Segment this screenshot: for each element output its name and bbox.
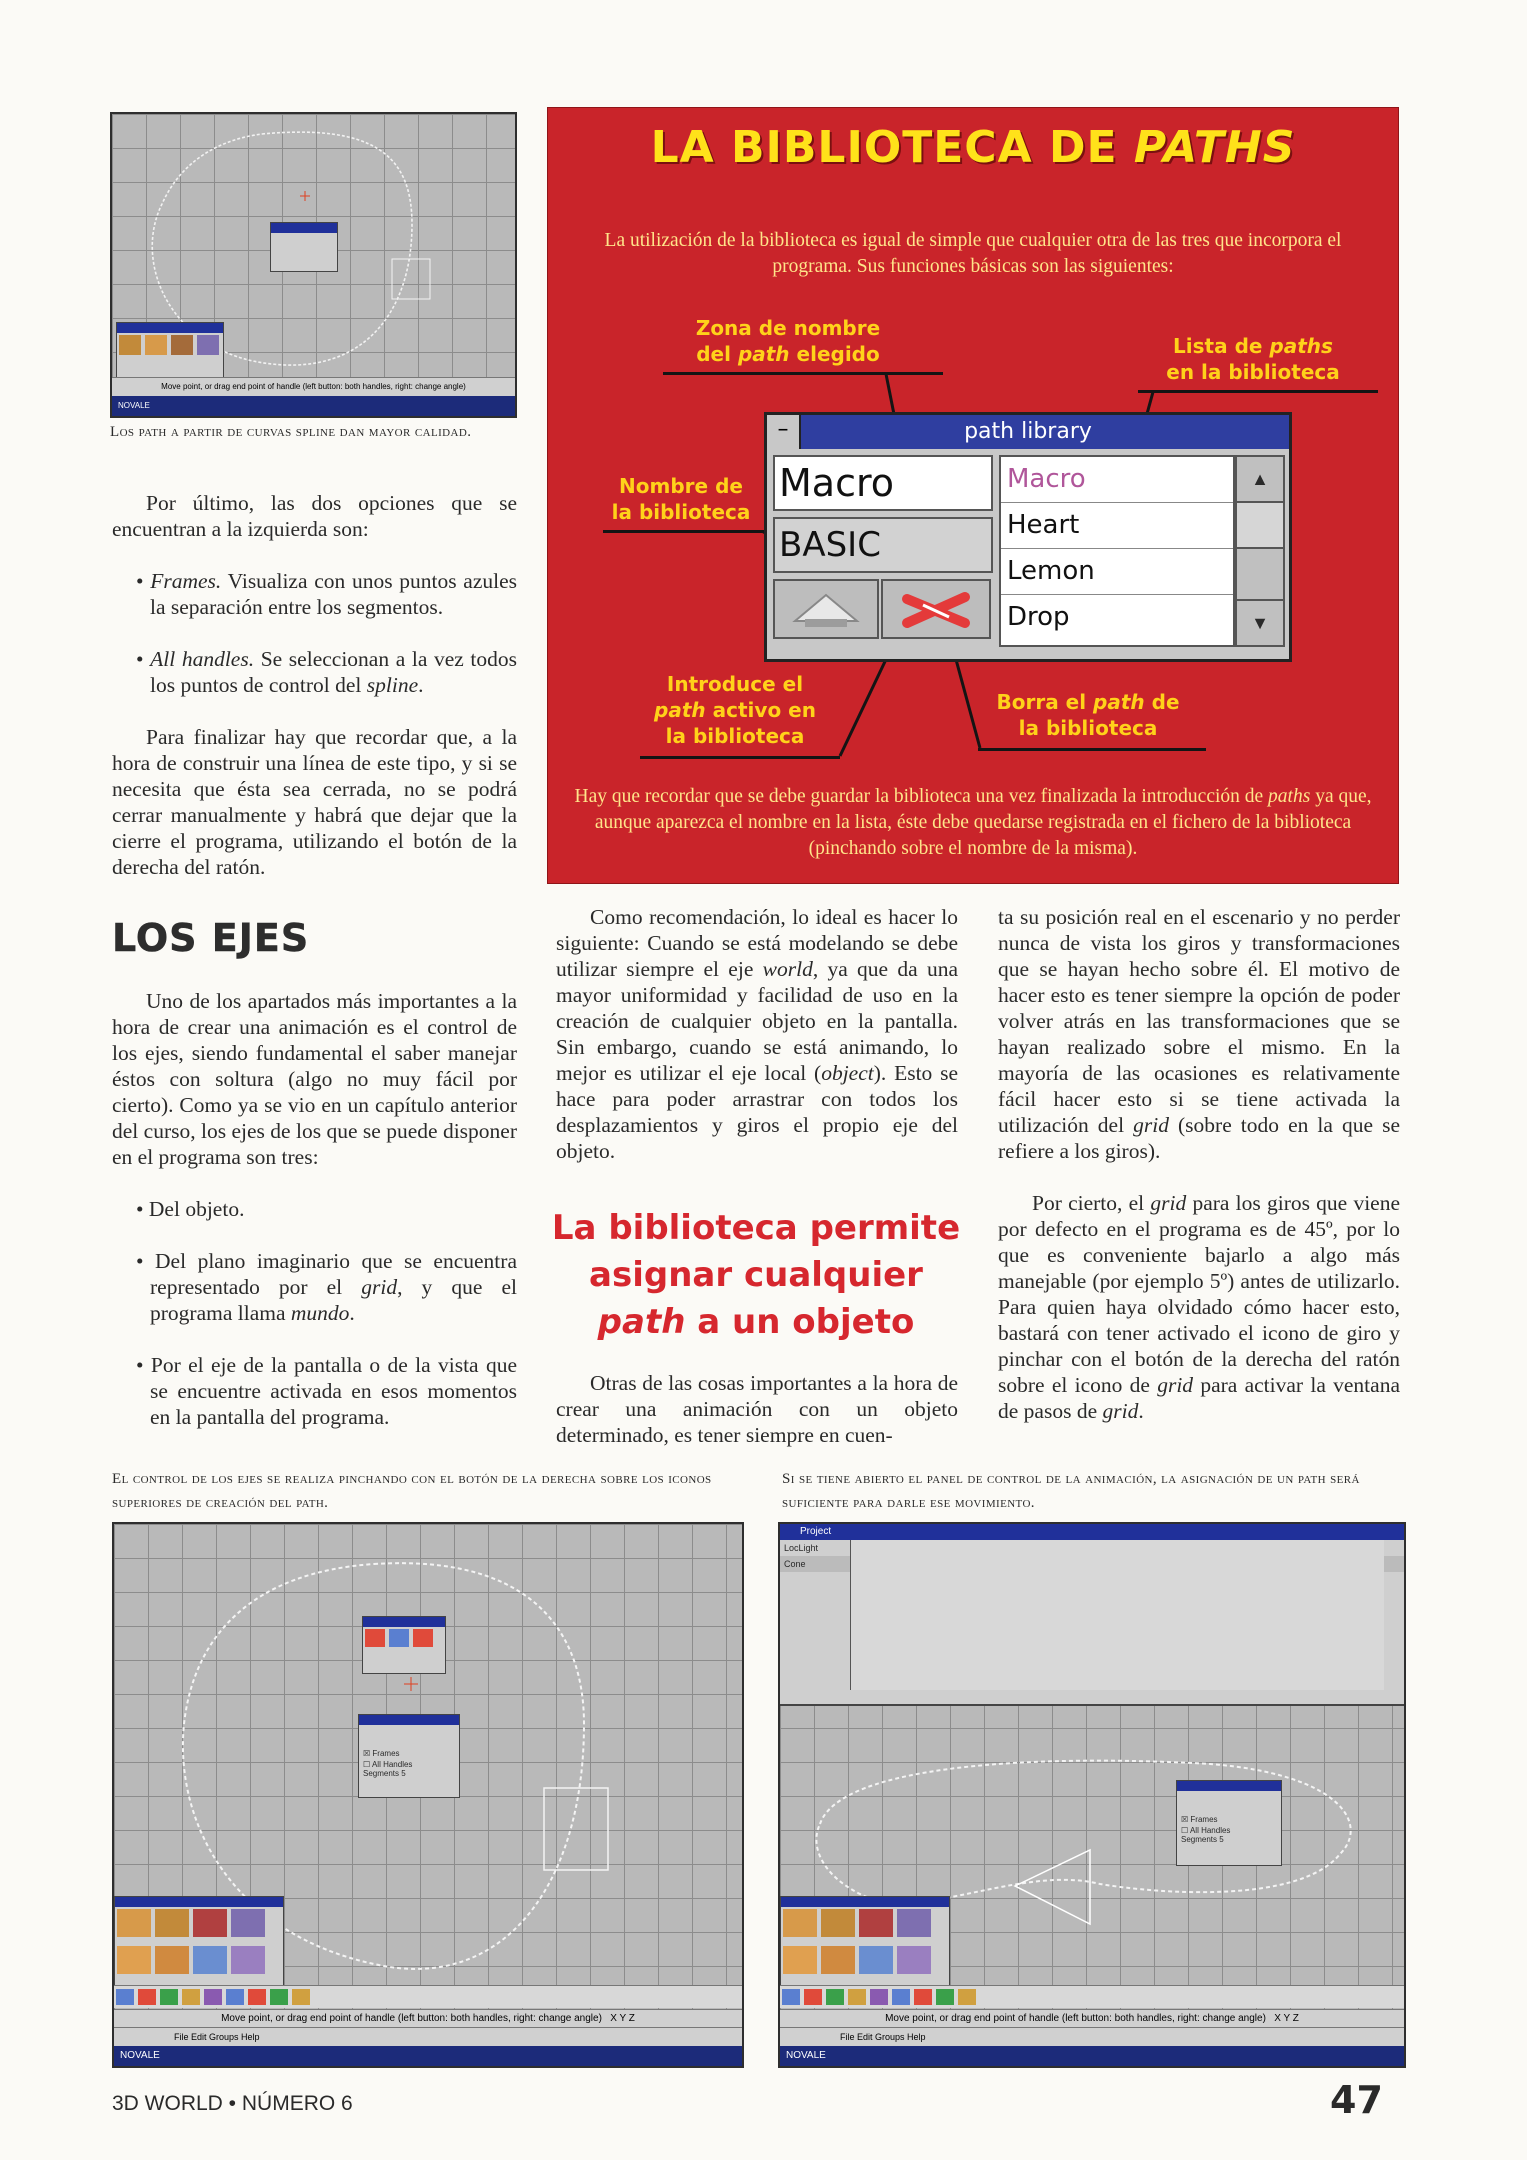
callout-introduce: Introduce el path activo en la biblioteca — [654, 672, 816, 748]
page-number: 47 — [1330, 2078, 1383, 2122]
status-bar: Move point, or drag end point of handle (left button: both handles, right: change angle) X Y Z — [780, 2009, 1404, 2028]
primitives-palette — [780, 1896, 950, 1998]
taskbar: NOVALE — [112, 396, 515, 416]
library-name-field[interactable]: BASIC — [773, 517, 993, 573]
left-paragraph-2: Para finalizar hay que recordar que, a la hora de construir una línea de este tipo, y si se necesita que ésta sea cerrada, no se podrá cerrar manualmente y habrá que dejar que la cierre el programa, utilizando el botón de la derecha del ratón. — [112, 725, 517, 879]
status-bar: Move point, or drag end point of handle (left button: both handles, right: change angle) — [112, 377, 515, 396]
callout-borra: Borra el path de la biblioteca — [996, 690, 1180, 740]
draw-path-palette: ☒ Frames ☐ All Handles Segments 5 — [1176, 1780, 1282, 1866]
box-footer: Hay que recordar que se debe guardar la biblioteca una vez finalizada la introducción de paths ya que, aunque aparezca el nombre en la lista, éste debe quedarse registrada en el fichero de la biblioteca (pinchando sobre el nombre de la misma). — [574, 786, 1372, 859]
middle-paragraph-2: Otras de las cosas importantes a la hora de crear una animación con un objeto determinado, es tener siempre en cuen- — [556, 1371, 958, 1447]
status-bar: Move point, or drag end point of handle (left button: both handles, right: change angle) X Y Z — [114, 2009, 742, 2028]
left-paragraph-1: Por último, las dos opciones que se encuentran a la izquierda son: — [112, 491, 517, 541]
add-path-button[interactable] — [773, 579, 879, 639]
box-title: LA BIBLIOTECA DE PATHS — [650, 122, 1296, 173]
bullet-pantalla: • Por el eje de la pantalla o de la vista que se encuentre activada en esos momentos en la pantalla del programa. — [136, 1353, 517, 1429]
delete-x-icon — [883, 581, 989, 637]
primitives-palette — [114, 1896, 284, 1998]
project-title: Project — [780, 1524, 1404, 1540]
caption-bottom-right: Si se tiene abierto el panel de control de la animación, la asignación de un path será suficiente para darle ese movimiento. — [782, 1471, 1360, 1511]
menu-bar: File Edit Groups Help — [114, 2027, 742, 2046]
bottom-right-screenshot — [778, 1522, 1406, 2068]
bullet-all-handles: • All handles. Se seleccionan a la vez todos los puntos de control del spline. — [136, 647, 518, 697]
bottom-left-screenshot — [112, 1522, 744, 2068]
draw-path-palette — [270, 222, 338, 272]
scroll-up-icon[interactable]: ▲ — [1237, 457, 1283, 503]
track-loclight[interactable]: LocLight — [784, 1543, 819, 1553]
bullet-plano: • Del plano imaginario que se encuentra representado por el grid, y que el programa llama mundo. — [136, 1249, 517, 1325]
taskbar: NOVALE — [114, 2046, 742, 2066]
callout-zona-nombre: Zona de nombre del path elegido — [695, 316, 881, 366]
bullet-del-objeto: • Del objeto. — [136, 1197, 245, 1221]
section-heading-los-ejes: LOS EJES — [112, 916, 310, 960]
box-intro: La utilización de la biblioteca es igual de simple que cualquier otra de las tres que incorpora el programa. Sus funciones básicas son las siguientes: — [604, 230, 1342, 277]
scroll-down-icon[interactable]: ▼ — [1237, 599, 1283, 645]
callout-lista-paths: Lista de paths en la biblioteca — [1166, 334, 1340, 384]
right-paragraph-1: ta su posición real en el escenario y no perder nunca de vista los giros y transformaciones que se hayan hecho sobre él. El motivo de hacer esto es tener siempre la opción de poder volver atrás en las transformaciones que se hayan realizado sobre el mismo. En la mayoría de las ocasiones es relativamente fácil hacer esto si se tiene activada la utilización del grid (sobre todo en la que se refiere a los giros). — [998, 905, 1400, 1163]
middle-column-2 — [556, 1370, 958, 1448]
list-scrollbar[interactable] — [1235, 455, 1285, 647]
path-list-item[interactable]: Heart — [1001, 503, 1233, 549]
pull-quote: La biblioteca permite asignar cualquier path a un objeto — [551, 1208, 961, 1342]
middle-column — [556, 904, 958, 1164]
delete-path-button[interactable] — [881, 579, 991, 639]
draw-path-palette: ☒ Frames ☐ All Handles Segments 5 — [358, 1714, 460, 1798]
left-column — [112, 490, 517, 1430]
window-titlebar: – path library — [767, 415, 1289, 449]
minimize-button[interactable]: – — [767, 415, 801, 449]
right-column — [998, 904, 1400, 1424]
middle-paragraph-1: Como recomendación, lo ideal es hacer lo siguiente: Cuando se está modelando se debe utilizar siempre el eje world, ya que da una mayor uniformidad y facilidad de uso en la creación de cualquier objeto en la pantalla. Sin embargo, cuando se está animando, lo mejor es utilizar el eje local (object). Esto se hace para poder arrastrar con todos los desplazamientos y giros el propio eje del objeto. — [556, 905, 958, 1163]
path-name-field[interactable]: Macro — [773, 455, 993, 511]
track-cone[interactable]: Cone — [780, 1556, 1404, 1572]
bullet-frames: • Frames. Visualiza con unos puntos azules la separación entre los segmentos. — [136, 569, 518, 619]
path-library-window — [764, 412, 1292, 662]
menu-bar: File Edit Groups Help — [780, 2027, 1404, 2046]
tool-icons-bar — [780, 1985, 1404, 2008]
callout-nombre-biblioteca: Nombre de la biblioteca — [611, 474, 751, 524]
left-paragraph-3: Uno de los apartados más importantes a la hora de crear una animación es el control de los ejes, siendo fundamental el saber manejar éstos con soltura (algo no muy fácil por cierto). Como ya se vio en un capítulo anterior del curso, los ejes de los que se puede disponer en el programa son tres: — [112, 989, 517, 1169]
coords-palette — [362, 1616, 446, 1674]
tool-icons-bar — [114, 1985, 742, 2008]
path-list-item[interactable]: Drop — [1007, 602, 1070, 632]
top-screenshot — [110, 112, 517, 418]
path-list-item[interactable]: Lemon — [1001, 549, 1233, 595]
path-list — [999, 455, 1235, 647]
taskbar: NOVALE — [780, 2046, 1404, 2066]
path-list-item[interactable]: Macro — [1001, 457, 1233, 503]
caption-top: Los path a partir de curvas spline dan mayor calidad. — [110, 424, 472, 440]
magazine-footer: 3D WORLD • NÚMERO 6 — [112, 2092, 353, 2115]
caption-bottom-left: El control de los ejes se realiza pinchando con el botón de la derecha sobre los iconos superiores de creación del path. — [112, 1471, 712, 1511]
right-paragraph-2: Por cierto, el grid para los giros que viene por defecto en el programa es de 45º, por lo que es conveniente bajarlo a algo más manejable (por ejemplo 5º) antes de utilizarlo. Para quien haya olvidado cómo hacer esto, bastará con tener activado el icono de giro y pinchar con el botón de la derecha del ratón sobre el icono de grid para activar la ventana de pasos de grid. — [998, 1191, 1401, 1423]
add-arrow-icon — [775, 581, 877, 637]
